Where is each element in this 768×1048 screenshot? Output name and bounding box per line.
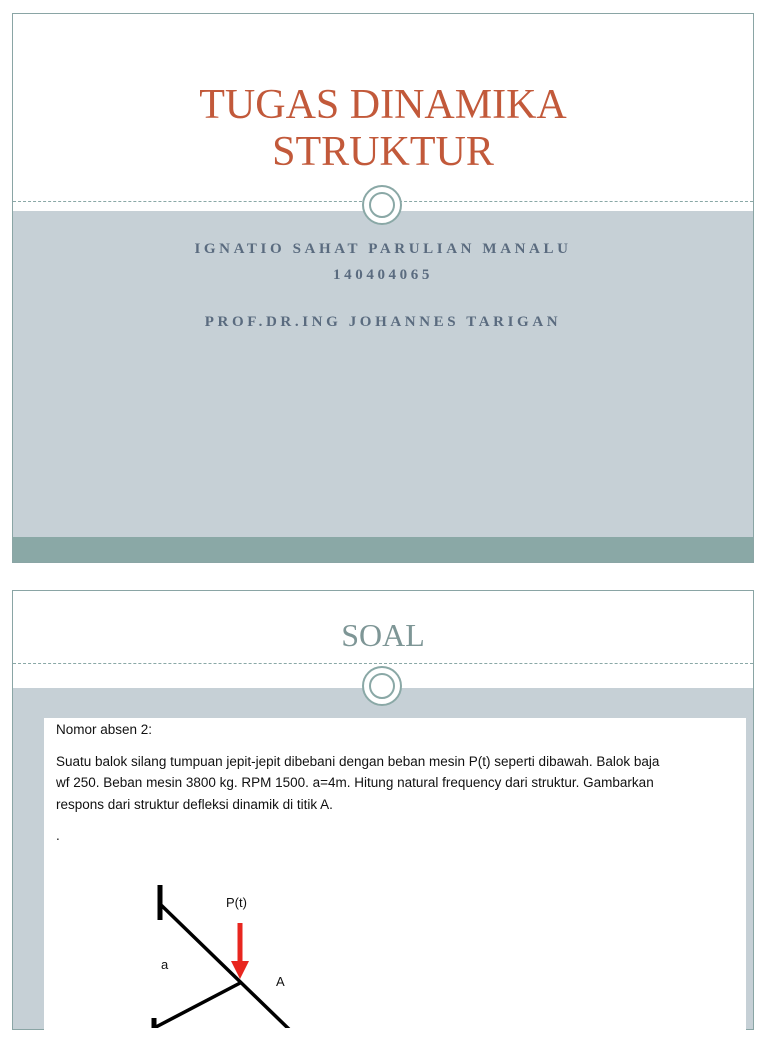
lecturer-name: PROF.DR.ING JOHANNES TARIGAN bbox=[204, 314, 562, 330]
slide-title bbox=[13, 82, 753, 176]
subtitle-band bbox=[13, 211, 753, 537]
load-arrow-icon bbox=[231, 923, 249, 979]
title-line-2: STRUKTUR bbox=[272, 129, 494, 175]
student-id: 140404065 bbox=[333, 267, 433, 283]
point-label: A bbox=[276, 974, 285, 989]
cross-beam bbox=[154, 982, 242, 1028]
author-name: IGNATIO SAHAT PARULIAN MANALU bbox=[194, 241, 572, 257]
title-line-1: TUGAS DINAMIKA bbox=[199, 82, 567, 128]
divider-line bbox=[13, 663, 753, 664]
title-slide bbox=[12, 13, 754, 563]
problem-line-2: wf 250. Beban mesin 3800 kg. RPM 1500. a=4m. Hitung natural frequency dari struktur. Gambarkan bbox=[56, 775, 654, 790]
footer-bar bbox=[13, 537, 753, 562]
load-label: P(t) bbox=[226, 895, 247, 910]
dimension-label: a bbox=[161, 957, 169, 972]
slide-title: SOAL bbox=[341, 617, 425, 653]
dot-text: . bbox=[56, 828, 60, 843]
problem-content bbox=[44, 718, 746, 1048]
problem-line-3: respons dari struktur defleksi dinamik di titik A. bbox=[56, 797, 333, 812]
problem-line-1: Suatu balok silang tumpuan jepit-jepit dibebani dengan beban mesin P(t) seperti dibawah. Balok baja bbox=[56, 754, 660, 769]
diagonal-beam bbox=[160, 904, 294, 1028]
attendance-number: Nomor absen 2: bbox=[56, 722, 153, 737]
circle-ornament-icon bbox=[362, 185, 402, 225]
beam-diagram bbox=[44, 718, 746, 1028]
circle-ornament-icon bbox=[362, 666, 402, 706]
